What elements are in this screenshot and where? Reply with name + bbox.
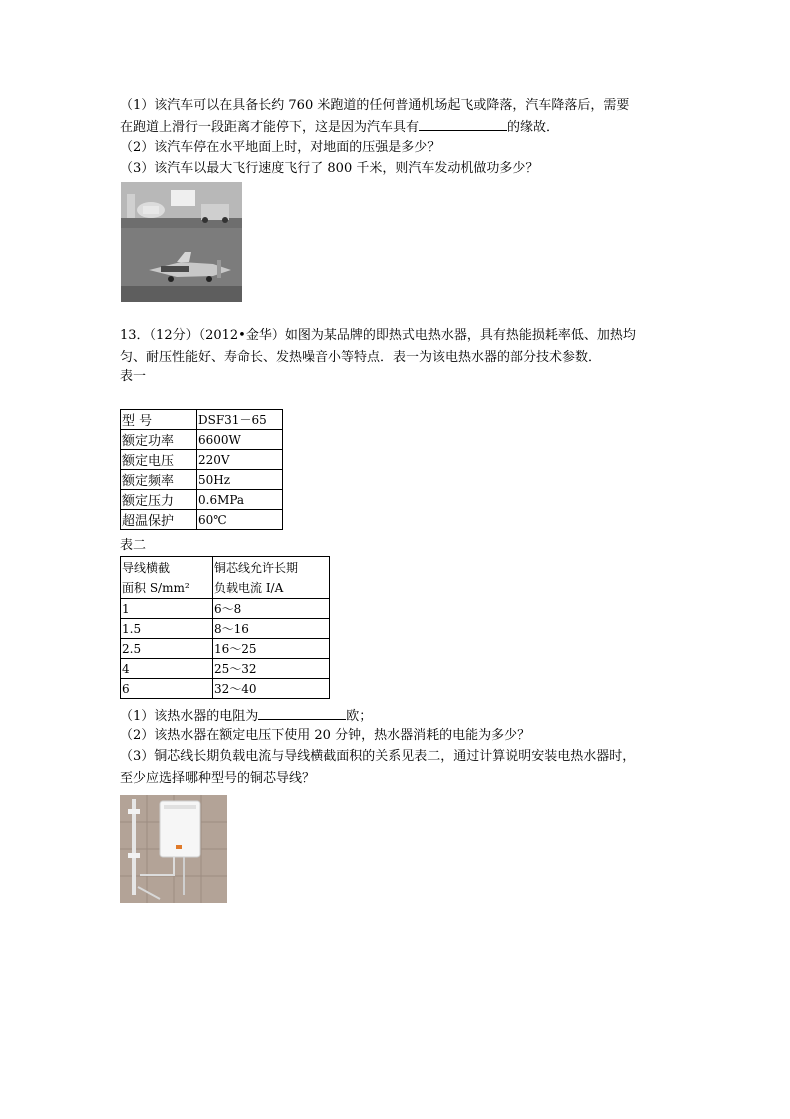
- table1-param-value: 0.6MPa: [197, 490, 283, 510]
- table2-header-area-line1: 导线横截: [122, 560, 171, 575]
- table1-row: [121, 450, 283, 470]
- q13-intro-line2: 匀、耐压性能好、寿命长、发热噪音小等特点．表一为该电热水器的部分技术参数．: [120, 350, 602, 365]
- table1-param-value: 220V: [197, 450, 283, 470]
- table1-row: [121, 510, 283, 530]
- table2-current-value: 16～25: [213, 639, 330, 659]
- table2-area-value: 6: [121, 679, 213, 699]
- table2-area-value: 1: [121, 599, 213, 619]
- table2-current-value: 25～32: [213, 659, 330, 679]
- water-heater-photo: [120, 795, 227, 903]
- table2-current-value: 8～16: [213, 619, 330, 639]
- q12-part3: （3）该汽车以最大飞行速度飞行了 800 千米，则汽车发动机做功多少？: [120, 161, 539, 176]
- table1-param-name: 额定功率: [121, 430, 197, 450]
- table2-caption: 表二: [120, 538, 147, 553]
- table2-header-current: [213, 557, 330, 599]
- table1-row: [121, 490, 283, 510]
- table1-caption: 表一: [120, 369, 147, 384]
- table2-header-area: [121, 557, 213, 599]
- water-heater-image: [120, 795, 227, 903]
- table2-row: [121, 619, 330, 639]
- answer-blank[interactable]: [419, 118, 507, 131]
- table1-specs: [120, 409, 283, 530]
- table2-row: [121, 679, 330, 699]
- table1-param-value: 60℃: [197, 510, 283, 530]
- table2-area-value: 4: [121, 659, 213, 679]
- q13-sub1-tail: 欧；: [346, 709, 373, 724]
- q13-sub1: [120, 707, 372, 725]
- q12-part1-text: 在跑道上滑行一段距离才能停下，这是因为汽车具有: [120, 120, 420, 135]
- q13-sub3-line1: （3）铜芯线长期负载电流与导线横截面积的关系见表二，通过计算说明安装电热水器时，: [120, 749, 636, 764]
- table1-row: [121, 430, 283, 450]
- q12-part1-line1: （1）该汽车可以在具备长约 760 米跑道的任何普通机场起飞或降落，汽车降落后，需要: [120, 98, 630, 113]
- table2-header-row: [121, 557, 330, 599]
- answer-blank[interactable]: [258, 707, 346, 720]
- table1-param-value: DSF31－65: [197, 410, 283, 430]
- flying-car-image: [121, 182, 242, 302]
- q13-sub1-text: （1）该热水器的电阻为: [120, 709, 259, 724]
- table1-param-name: 型 号: [121, 410, 197, 430]
- table1-param-value: 6600W: [197, 430, 283, 450]
- table2-wire-current: [120, 556, 330, 699]
- q12-part1-line2: [120, 118, 559, 136]
- table2-area-value: 1.5: [121, 619, 213, 639]
- table2-row: [121, 659, 330, 679]
- q12-part2: （2）该汽车停在水平地面上时，对地面的压强是多少？: [120, 140, 441, 155]
- table2-current-value: 6～8: [213, 599, 330, 619]
- table1-param-name: 额定压力: [121, 490, 197, 510]
- q13-intro-line1: 13．（12分）（2012•金华）如图为某品牌的即热式电热水器，具有热能损耗率低、加热均: [120, 328, 636, 343]
- table2-header-area-line2: 面积 S/mm²: [122, 580, 190, 595]
- table1-param-name: 额定频率: [121, 470, 197, 490]
- table1-param-name: 超温保护: [121, 510, 197, 530]
- q13-sub3-line2: 至少应选择哪种型号的铜芯导线？: [120, 771, 316, 786]
- flying-car-photo: [121, 182, 242, 302]
- table2-row: [121, 639, 330, 659]
- table1-row: [121, 410, 283, 430]
- table1-row: [121, 470, 283, 490]
- table2-current-value: 32～40: [213, 679, 330, 699]
- table1-param-value: 50Hz: [197, 470, 283, 490]
- table2-header-current-line2: 负载电流 I/A: [214, 580, 284, 595]
- table1-param-name: 额定电压: [121, 450, 197, 470]
- table2-header-current-line1: 铜芯线允许长期: [214, 560, 299, 575]
- table2-area-value: 2.5: [121, 639, 213, 659]
- table2-row: [121, 599, 330, 619]
- q13-sub2: （2）该热水器在额定电压下使用 20 分钟，热水器消耗的电能为多少？: [120, 728, 531, 743]
- q12-part1-tail: 的缘故．: [507, 120, 560, 135]
